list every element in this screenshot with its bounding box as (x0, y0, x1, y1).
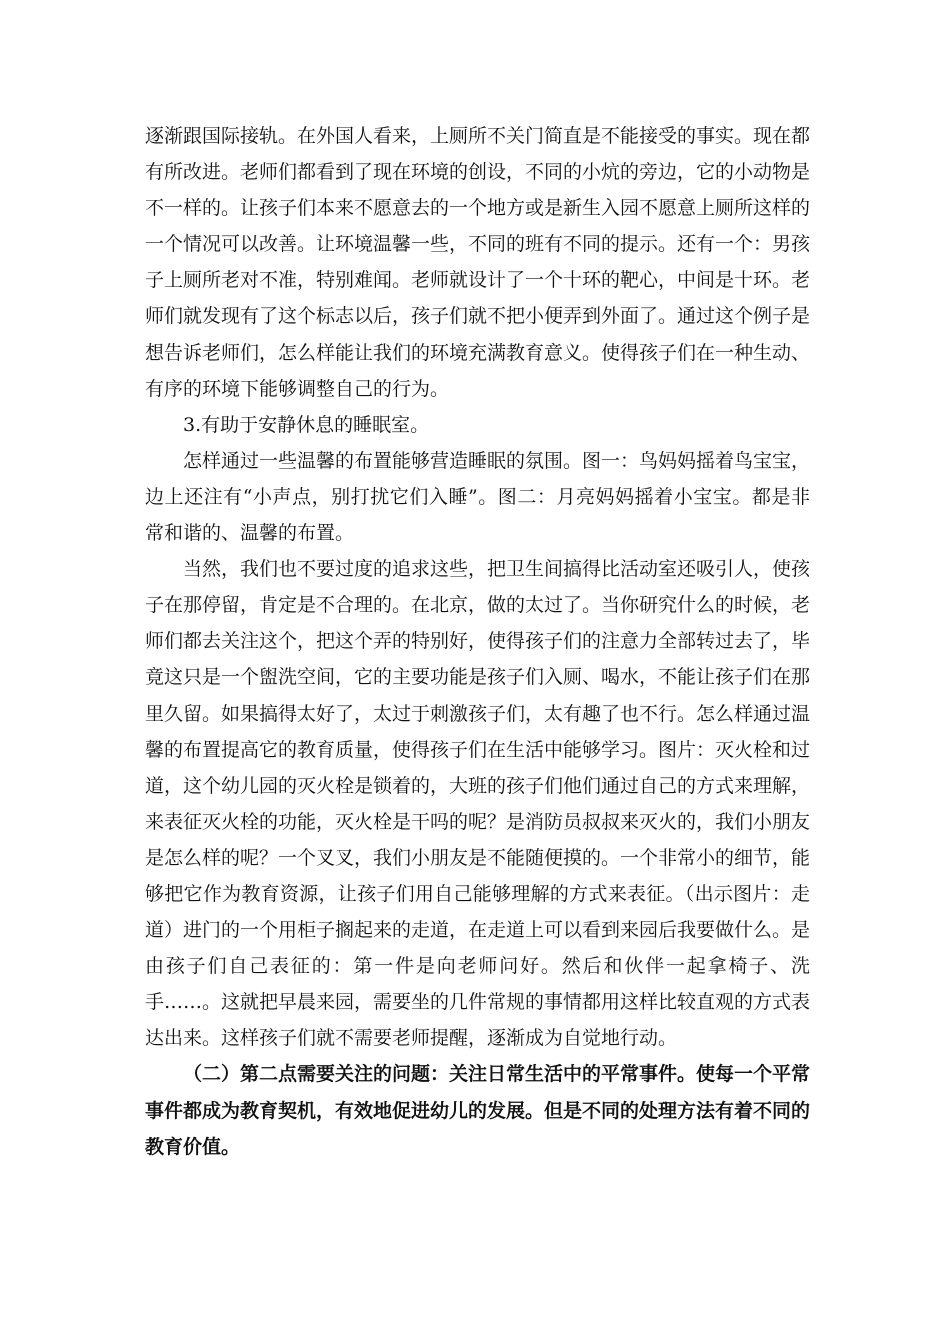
section-heading-point-two: （二）第二点需要关注的问题：关注日常生活中的平常事件。使每一个平常事件都成为教育契机，有效地促进幼儿的发展。但是不同的处理方法有着不同的教育价值。 (145, 1063, 811, 1158)
paragraph-moderation: 当然，我们也不要过度的追求这些，把卫生间搞得比活动室还吸引人，使孩子在那停留，肯定是不合理的。在北京，做的太过了。当你研究什么的时候，老师们都去关注这个，把这个弄的特别好，使得孩子们的注意力全部转过去了，毕竟这只是一个盥洗空间，它的主要功能是孩子们入厕、喝水，不能让孩子们在那里久留。如果搞得太好了，太过于刺激孩子们，太有趣了也不行。怎么样通过温馨的布置提高它的教育质量，使得孩子们在生活中能够学习。图片：灭火栓和过道，这个幼儿园的灭火栓是锁着的，大班的孩子们他们通过自己的方式来理解，来表征灭火栓的功能，灭火栓是干吗的呢？是消防员叔叔来灭火的，我们小朋友是怎么样的呢？一个叉叉，我们小朋友是不能随便摸的。一个非常小的细节，能够把它作为教育资源，让孩子们用自己能够理解的方式来表征。（出示图片：走道）进门的一个用柜子搁起来的走道，在走道上可以看到来园后我要做什么。是由孩子们自己表征的：第一件是向老师问好。然后和伙伴一起拿椅子、洗手……。这就把早晨来园，需要坐的几件常规的事情都用这样比较直观的方式表达出来。这样孩子们就不需要老师提醒，逐渐成为自觉地行动。 (145, 558, 811, 1050)
paragraph-sleep-atmosphere: 怎样通过一些温馨的布置能够营造睡眠的氛围。图一：鸟妈妈摇着鸟宝宝，边上还注有“小声点，别打扰它们入睡”。图二：月亮妈妈摇着小宝宝。都是非常和谐的、温馨的布置。 (145, 449, 811, 545)
document-page (145, 118, 810, 1165)
paragraph-continuation: 逐渐跟国际接轨。在外国人看来，上厕所不关门简直是不能接受的事实。现在都有所改进。老师们都看到了现在环境的创设，不同的小炕的旁边，它的小动物是不一样的。让孩子们本来不愿意去的一个地方或是新生入园不愿意上厕所这样的一个情况可以改善。让环境温馨一些，不同的班有不同的提示。还有一个：男孩子上厕所老对不准，特别难闻。老师就设计了一个十环的靶心，中间是十环。老师们就发现有了这个标志以后，孩子们就不把小便弄到外面了。通过这个例子是想告诉老师们，怎么样能让我们的环境充满教育意义。使得孩子们在一种生动、有序的环境下能够调整自己的行为。 (145, 125, 811, 400)
section-heading-sleep-room: 3.有助于安静休息的睡眠室。 (183, 413, 430, 436)
